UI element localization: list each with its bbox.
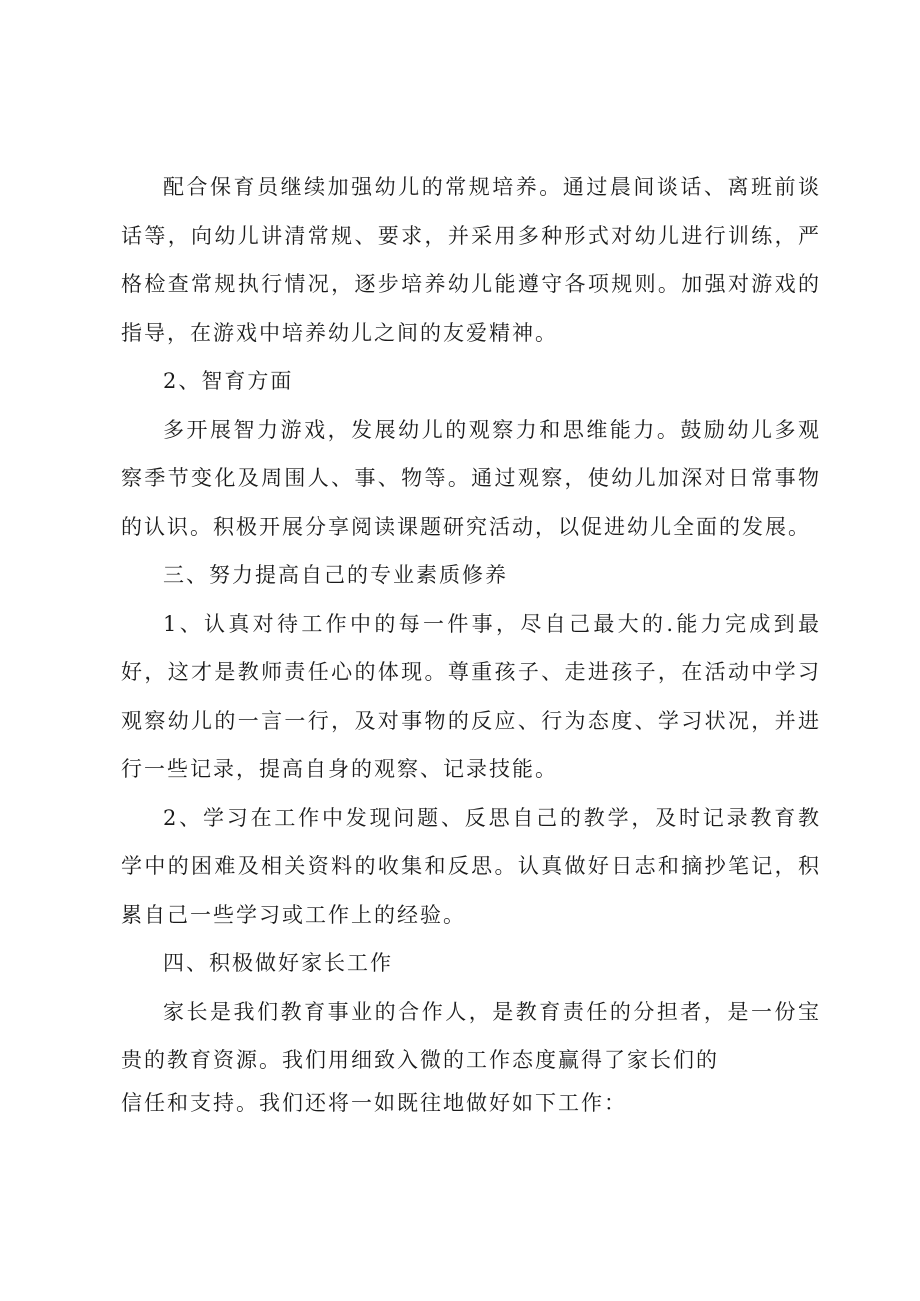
- paragraph-routine: 配合保育员继续加强幼儿的常规培养。通过晨间谈话、离班前谈话等，向幼儿讲清常规、要求，并采用多种形式对幼儿进行训练，严格检查常规执行情况，逐步培养幼儿能遵守各项规则。加强对游戏的指导，在游戏中培养幼儿之间的友爱精神。: [121, 175, 821, 345]
- paragraph-parents-2: 信任和支持。我们还将一如既往地做好如下工作：: [121, 1090, 627, 1115]
- paragraph-parents-1: 家长是我们教育事业的合作人，是教育责任的分担者，是一份宝贵的教育资源。我们用细致入微的工作态度赢得了家长们的: [121, 999, 821, 1072]
- document-body: [121, 163, 821, 1121]
- heading-intellect: 2、智育方面: [163, 369, 294, 393]
- paragraph-professional-2: 2、学习在工作中发现问题、反思自己的教学，及时记录教育教学中的困难及相关资料的收集和反思。认真做好日志和摘抄笔记，积累自己一些学习或工作上的经验。: [121, 805, 821, 927]
- heading-parents: 四、积极做好家长工作: [163, 951, 393, 975]
- paragraph-intellect: 多开展智力游戏，发展幼儿的观察力和思维能力。鼓励幼儿多观察季节变化及周围人、事、物等。通过观察，使幼儿加深对日常事物的认识。积极开展分享阅读课题研究活动，以促进幼儿全面的发展。: [121, 417, 821, 539]
- heading-professional: 三、努力提高自己的专业素质修养: [163, 563, 508, 587]
- paragraph-professional-1: 1、认真对待工作中的每一件事，尽自己最大的.能力完成到最好，这才是教师责任心的体现。尊重孩子、走进孩子，在活动中学习观察幼儿的一言一行，及对事物的反应、行为态度、学习状况，并进行一些记录，提高自身的观察、记录技能。: [121, 611, 821, 781]
